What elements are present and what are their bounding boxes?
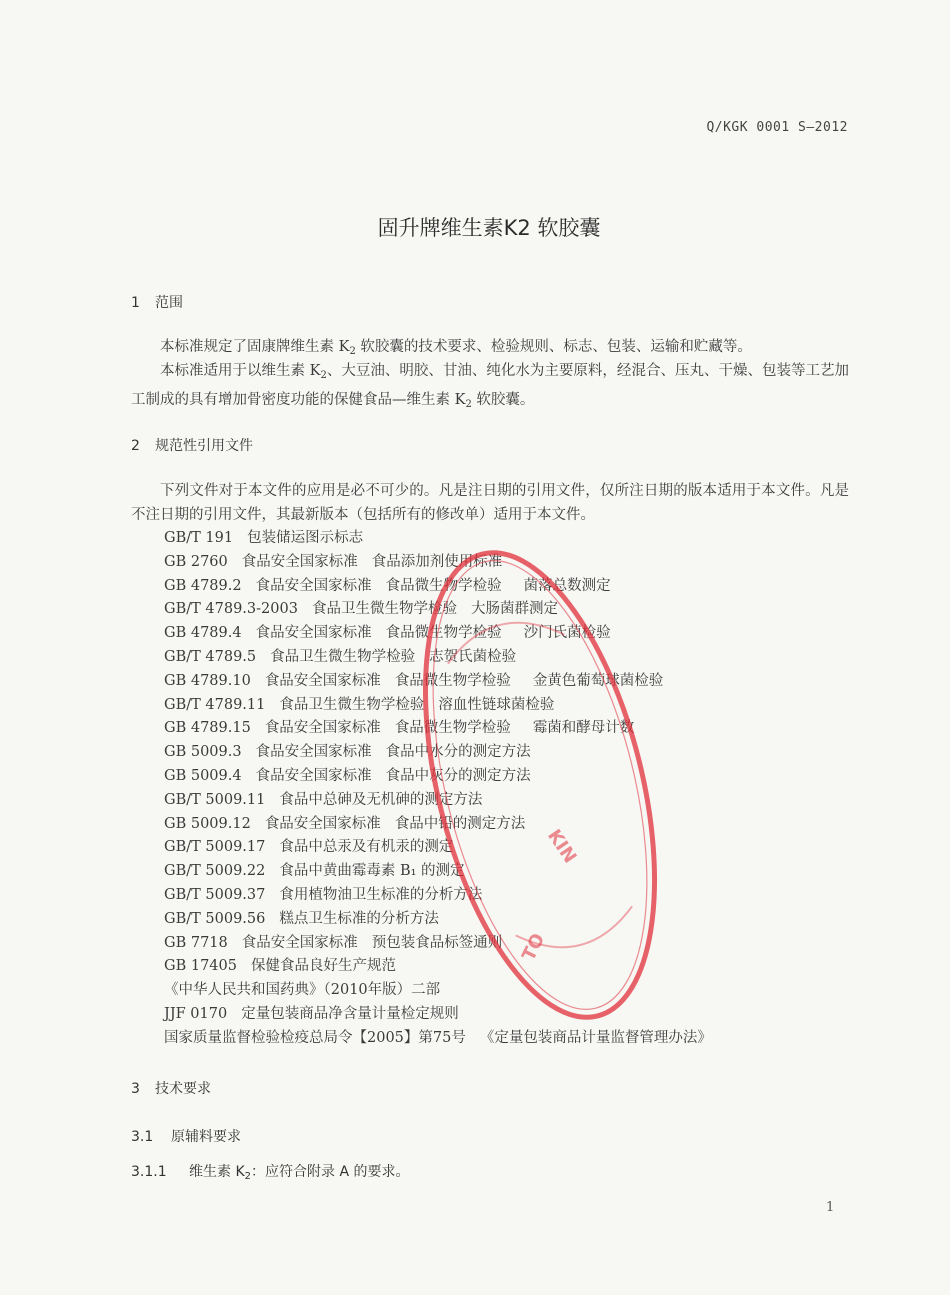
page-number: 1 — [826, 1200, 835, 1215]
section-number: 3 — [131, 1081, 140, 1097]
reference-code: GB 4789.10 — [164, 672, 251, 689]
section-3-heading — [131, 1078, 211, 1098]
reference-title: 《定量包装商品计量监督管理办法》 — [479, 1029, 712, 1046]
section-2-heading — [131, 435, 253, 455]
reference-title: 食品安全国家标准 — [241, 934, 358, 951]
seal-glyph: KIN — [543, 825, 581, 868]
section-1-paragraph-2 — [131, 359, 849, 417]
reference-code: GB/T 5009.11 — [164, 791, 266, 808]
document-title: 固升牌维生素K2 软胶囊 — [377, 216, 601, 240]
reference-title: 志贺氏菌检验 — [429, 648, 517, 665]
reference-code: GB 5009.4 — [164, 767, 242, 784]
reference-title: 预包装食品标签通则 — [371, 934, 503, 951]
reference-title: 食品安全国家标准 — [264, 720, 381, 737]
reference-item — [164, 1027, 712, 1051]
reference-item — [164, 670, 712, 694]
reference-title: 食品安全国家标准 — [255, 767, 372, 784]
reference-item — [164, 860, 712, 884]
reference-item — [164, 694, 712, 718]
text-run: 维生素 K — [189, 1164, 245, 1180]
reference-item — [164, 789, 712, 813]
reference-code: GB/T 4789.5 — [164, 648, 257, 665]
section-title: 规范性引用文件 — [155, 438, 253, 454]
subsection-number: 3.1 — [131, 1129, 154, 1145]
reference-item — [164, 955, 712, 979]
reference-title: 食品添加剂使用标准 — [371, 553, 503, 570]
reference-code: GB/T 4789.11 — [164, 696, 266, 713]
reference-code: GB/T 191 — [164, 530, 234, 546]
subsection-number: 3.1.1 — [131, 1164, 167, 1180]
reference-code: GB 4789.2 — [164, 577, 242, 594]
reference-title: 沙门氏菌检验 — [523, 625, 611, 642]
reference-code: GB/T 5009.17 — [164, 839, 266, 856]
reference-title: 溶血性链球菌检验 — [438, 696, 555, 713]
seal-glyph: TO — [518, 930, 550, 965]
subscript: 2 — [320, 370, 327, 381]
reference-code: GB 2760 — [164, 553, 228, 570]
reference-item — [164, 908, 712, 932]
reference-code: GB/T 5009.37 — [164, 886, 266, 903]
reference-title: 食品中铅的测定方法 — [394, 815, 526, 832]
reference-code: GB 4789.4 — [164, 625, 242, 642]
text-run: 本标准规定了固康牌维生素 K — [160, 339, 350, 355]
text-run: ：应符合附录 A 的要求。 — [251, 1164, 410, 1180]
reference-title: 食品安全国家标准 — [255, 625, 372, 642]
subsection-3-1-heading — [131, 1126, 241, 1146]
section-2-intro: 下列文件对于本文件的应用是必不可少的。凡是注日期的引用文件，仅所注日期的版本适用于本文件。凡是不注日期的引用文件，其最新版本（包括所有的修改单）适用于本文件。 — [131, 483, 849, 523]
reference-item — [164, 765, 712, 789]
reference-title: 食品中黄曲霉毒素 B₁ 的测定 — [279, 863, 465, 880]
section-number: 1 — [131, 295, 140, 311]
reference-title: 食品卫生微生物学检验 — [279, 696, 425, 713]
reference-code: 国家质量监督检验检疫总局令【2005】第75号 — [164, 1029, 466, 1046]
reference-item — [164, 575, 712, 599]
section-1-heading — [131, 292, 183, 312]
reference-title: 食品卫生微生物学检验 — [270, 648, 416, 665]
reference-title: 食品中灰分的测定方法 — [385, 767, 531, 784]
reference-title: 菌落总数测定 — [523, 577, 611, 594]
reference-title: 霉菌和酵母计数 — [532, 720, 635, 737]
text-run: 软胶囊。 — [471, 392, 535, 408]
reference-code: JJF 0170 — [164, 1005, 228, 1022]
section-number: 2 — [131, 438, 140, 454]
reference-title: 食品微生物学检验 — [394, 672, 511, 689]
reference-code: GB 5009.3 — [164, 744, 242, 761]
reference-title: 食品中总砷及无机砷的测定方法 — [279, 791, 483, 808]
reference-code: GB/T 4789.3-2003 — [164, 601, 298, 618]
reference-title: 糕点卫生标准的分析方法 — [279, 910, 439, 927]
reference-code: GB 17405 — [164, 958, 237, 975]
reference-list — [164, 527, 712, 1051]
section-title: 技术要求 — [155, 1081, 211, 1097]
reference-title: 大肠菌群测定 — [470, 601, 558, 618]
reference-title: 定量包装商品净含量计量检定规则 — [241, 1005, 459, 1022]
reference-item — [164, 622, 712, 646]
reference-item — [164, 836, 712, 860]
reference-title: 食品中水分的测定方法 — [385, 744, 531, 761]
reference-item — [164, 813, 712, 837]
subsection-title: 原辅料要求 — [171, 1129, 241, 1145]
reference-title: 食品安全国家标准 — [255, 744, 372, 761]
subscript: 2 — [465, 399, 472, 410]
standard-code: Q/KGK 0001 S—2012 — [706, 120, 848, 135]
reference-item — [164, 527, 712, 551]
reference-item — [164, 646, 712, 670]
reference-title: 金黄色葡萄球菌检验 — [532, 672, 664, 689]
subsection-3-1-1 — [131, 1161, 410, 1182]
reference-title: 食品安全国家标准 — [264, 672, 381, 689]
subscript: 2 — [244, 1171, 252, 1182]
reference-item — [164, 598, 712, 622]
reference-title: 包装储运图示标志 — [247, 530, 364, 546]
reference-title: 保健食品良好生产规范 — [250, 958, 396, 975]
text-run: 、大豆油、明胶、甘油、纯化水为主要原料，经混合、压丸、干燥、包装等工艺加工制成的具有增加骨密度功能的保健食品—维生素 K — [131, 363, 849, 408]
reference-title: 食用植物油卫生标准的分析方法 — [279, 886, 483, 903]
section-title: 范围 — [155, 295, 183, 311]
reference-title: 食品微生物学检验 — [385, 577, 502, 594]
reference-title: 食品中总汞及有机汞的测定 — [279, 839, 454, 856]
text-run: 本标准适用于以维生素 K — [160, 363, 321, 379]
reference-title: 食品微生物学检验 — [385, 625, 502, 642]
reference-title: 食品安全国家标准 — [264, 815, 381, 832]
reference-item — [164, 717, 712, 741]
reference-title: 食品安全国家标准 — [241, 553, 358, 570]
reference-code: GB 7718 — [164, 934, 228, 951]
reference-item — [164, 884, 712, 908]
reference-item — [164, 741, 712, 765]
reference-code: 《中华人民共和国药典》（2010年版）二部 — [164, 982, 441, 999]
reference-title: 食品微生物学检验 — [394, 720, 511, 737]
reference-code: GB/T 5009.56 — [164, 910, 266, 927]
reference-item — [164, 979, 712, 1003]
reference-code: GB/T 5009.22 — [164, 863, 266, 880]
reference-item — [164, 551, 712, 575]
reference-title: 食品卫生微生物学检验 — [311, 601, 457, 618]
reference-item — [164, 932, 712, 956]
subscript: 2 — [349, 346, 356, 357]
text-run: 软胶囊的技术要求、检验规则、标志、包装、运输和贮藏等。 — [355, 339, 752, 355]
reference-code: GB 4789.15 — [164, 720, 251, 737]
reference-code: GB 5009.12 — [164, 815, 251, 832]
reference-item — [164, 1003, 712, 1027]
reference-title: 食品安全国家标准 — [255, 577, 372, 594]
